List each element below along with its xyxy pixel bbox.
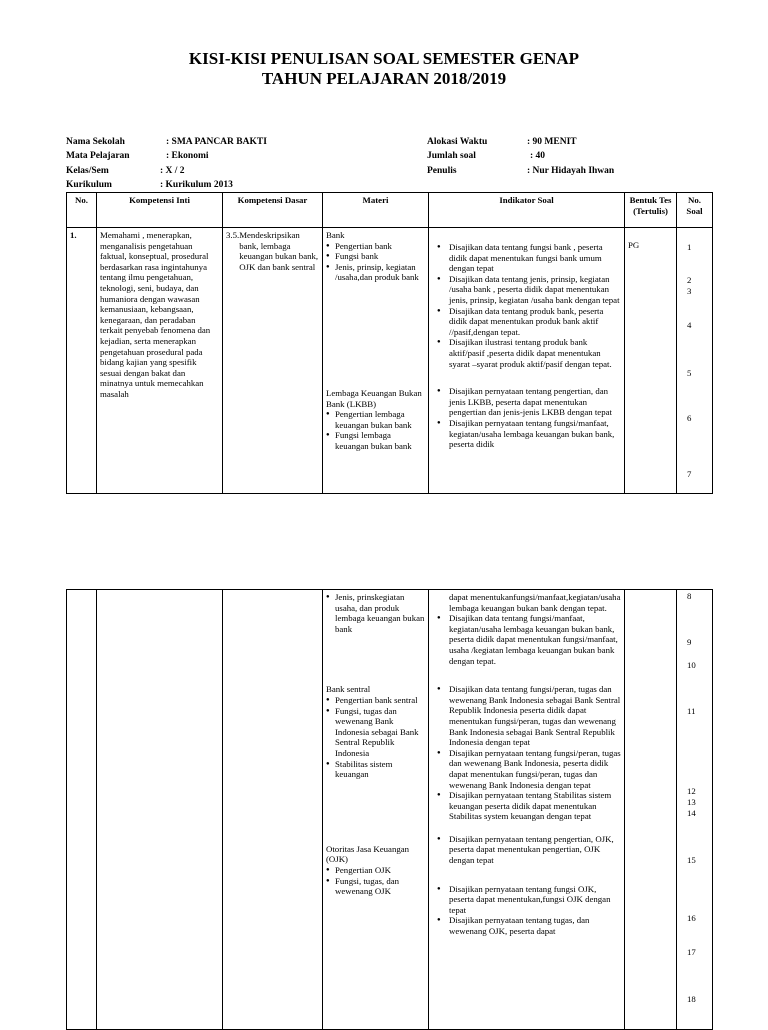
header-nosoal: No. Soal (677, 193, 713, 228)
list-item: ● Fungsi bank (326, 251, 425, 262)
header-ki: Kompetensi Inti (97, 193, 223, 228)
info-left-label-3: Kurikulum (66, 180, 112, 190)
header-materi: Materi (323, 193, 429, 228)
nomor-soal: 14 (687, 808, 696, 818)
info-left-value-3: : Kurikulum 2013 (160, 180, 233, 190)
nomor-soal: 11 (687, 706, 696, 716)
nomor-soal: 18 (687, 994, 696, 1004)
list-item: ● Fungsi lembaga keuangan bukan bank (326, 430, 425, 451)
list-item: ● Jenis, prinskegiatan usaha, dan produk lembaga keuangan bukan bank (326, 592, 425, 634)
info-right-label-0: Alokasi Waktu (427, 137, 488, 147)
nomor-soal: 4 (687, 320, 692, 330)
header-kd: Kompetensi Dasar (223, 193, 323, 228)
nomor-soal: 7 (687, 469, 692, 479)
nomor-soal: 12 (687, 786, 696, 796)
header-bentuk: Bentuk Tes (Tertulis) (625, 193, 677, 228)
list-item: ● Pengertian lembaga keuangan bukan bank (326, 409, 425, 430)
info-left-value-2: : X / 2 (160, 166, 185, 176)
info-right-value-0: : 90 MENIT (527, 137, 577, 147)
kisi-table-1 (66, 192, 713, 494)
table-header-row (67, 193, 713, 228)
materi-ojk-title: Otoritas Jasa Keuangan (OJK) (326, 843, 410, 865)
nomor-soal: 1 (687, 242, 692, 252)
kompetensi-inti (97, 590, 223, 1030)
list-item: ● Fungsi, tugas, dan wewenang OJK (326, 876, 425, 897)
kd-text: Mendeskripsikan bank, lembaga keuangan bukan bank, OJK dan bank sentral (239, 230, 319, 272)
list-item: ● Disajikan pernyataan tentang fungsi/peran, tugas dan wewenang Bank Indonesia, peserta didik dapat menentukan fungsi/peran, tugas dan wewenang Bank Indonesia dengan tepat (437, 748, 621, 790)
table-row (67, 590, 713, 1030)
materi-bank-title: Bank (326, 230, 345, 240)
nomor-soal: 15 (687, 855, 696, 865)
header-no: No. (67, 193, 97, 228)
nomor-soal-cell (677, 228, 713, 494)
kd-number: 3.5. (226, 230, 240, 240)
table-row (67, 228, 713, 494)
info-left-label-0: Nama Sekolah (66, 137, 125, 147)
list-item: ● Disajikan pernyataan tentang pengertian, dan jenis LKBB, peserta dapat menentukan pengertian dan jenis-jenis LKBB dengan tepat (437, 386, 621, 418)
materi-cell (323, 228, 429, 494)
list-item: ● Pengertian bank sentral (326, 695, 425, 706)
info-right-value-1: : 40 (530, 151, 546, 161)
info-left-label-1: Mata Pelajaran (66, 151, 130, 161)
info-right-value-2: : Nur Hidayah Ihwan (527, 166, 615, 176)
indikator-cell (429, 228, 625, 494)
list-item: ● Disajikan data tentang jenis, prinsip, kegiatan /usaha bank , peserta didik dapat menentukan jenis, prinsip, kegiatan /usaha bank dengan tepat (437, 274, 621, 306)
nomor-soal: 16 (687, 913, 696, 923)
nomor-soal: 17 (687, 947, 696, 957)
nomor-soal: 9 (687, 637, 692, 647)
info-left-value-0: : SMA PANCAR BAKTI (166, 137, 267, 147)
list-item: ● Fungsi, tugas dan wewenang Bank Indonesia sebagai Bank Sentral Republik Indonesia (326, 706, 425, 759)
header-indikator: Indikator Soal (429, 193, 625, 228)
row-no (67, 590, 97, 1030)
info-right-label-1: Jumlah soal (427, 151, 476, 161)
materi-lkbb-title: Lembaga Keuangan Bukan Bank (LKBB) (326, 387, 422, 409)
list-item: ● Disajikan pernyataan tentang fungsi/manfaat, kegiatan/usaha lembaga keuangan bukan bank, peserta didik (437, 418, 621, 450)
document-title: KISI-KISI PENULISAN SOAL SEMESTER GENAP (188, 49, 580, 68)
materi-bs-title: Bank sentral (326, 684, 371, 695)
list-item: ● Disajikan ilustrasi tentang produk bank aktif/pasif ,peserta didik dapat menentukan syarat –syarat produk aktif/pasif dengan tepat. (437, 337, 621, 369)
materi-cell (323, 590, 429, 1030)
nomor-soal: 13 (687, 797, 696, 807)
bentuk-tes (625, 590, 677, 1030)
kisi-table-2 (66, 589, 713, 1030)
nomor-soal-cell (677, 590, 713, 1030)
info-left-label-2: Kelas/Sem (66, 166, 109, 176)
info-right-label-2: Penulis (427, 166, 457, 176)
info-left-value-1: : Ekonomi (166, 151, 209, 161)
list-item: ● Disajikan data tentang produk bank, peserta didik dapat menentukan produk bank aktif //pasif,dengan tepat. (437, 306, 621, 338)
nomor-soal: 2 (687, 275, 692, 285)
list-item: ● Disajikan pernyataan tentang fungsi OJK, peserta dapat menentukan,fungsi OJK dengan tepat (437, 884, 621, 916)
list-item: ● Jenis, prinsip, kegiatan /usaha,dan produk bank (326, 262, 425, 283)
list-item: ● Disajikan data tentang fungsi bank , peserta didik dapat menentukan fungsi bank umum dengan tepat (437, 242, 621, 274)
kompetensi-dasar (223, 590, 323, 1030)
list-item: ● Pengertian bank (326, 241, 425, 252)
list-item: ● Disajikan data tentang fungsi/peran, tugas dan wewenang Bank Indonesia sebagai Bank Sentral Republik Indonesia peserta didik dapat menentukan fungsi/peran, tugas dan wewenang Bank Indonesia sebagai Bank Sentral Republik Indonesia dengan tepat (437, 684, 621, 748)
indikator-continued: dapat menentukanfungsi/manfaat,kegiatan/usaha lembaga keuangan bukan bank dengan tepat. (449, 592, 621, 613)
nomor-soal: 3 (687, 286, 692, 296)
nomor-soal: 5 (687, 368, 692, 378)
row-no: 1. (67, 228, 97, 494)
kompetensi-inti: Memahami , menerapkan, menganalisis pengetahuan faktual, konseptual, prosedural berdasarkan rasa ingintahunya tentang ilmu pengetahuan, teknologi, seni, budaya, dan humaniora dengan wawasan kemanusiaan, kebangsaan, kenegaraan, dan peradaban terkait penyebab fenomena dan kejadian, serta menerapkan pengetahuan prosedural pada bidang kajian yang spesifik sesuai dengan bakat dan minatnya untuk memecahkan masalah (97, 228, 223, 494)
list-item: ● Disajikan data tentang fungsi/manfaat, kegiatan/usaha lembaga keuangan bukan bank, peserta didik dapat menentukan fungsi/manfaat, usaha /kegiatan lembaga keuangan bukan bank dengan tepat. (437, 613, 621, 666)
list-item: ● Disajikan pernyataan tentang tugas, dan wewenang OJK, peserta dapat (437, 915, 621, 936)
nomor-soal: 10 (687, 660, 696, 670)
nomor-soal: 8 (687, 591, 692, 601)
list-item: ● Disajikan pernyataan tentang Stabilitas sistem keuangan peserta didik dapat menentukan Stabilitas system keuangan dengan tepat (437, 790, 621, 822)
kompetensi-dasar (223, 228, 323, 494)
indikator-cell (429, 590, 625, 1030)
bentuk-tes: PG (625, 228, 677, 494)
list-item: ● Pengertian OJK (326, 865, 425, 876)
document-subtitle: TAHUN PELAJARAN 2018/2019 (261, 69, 507, 88)
nomor-soal: 6 (687, 413, 692, 423)
list-item: ● Disajikan pernyataan tentang pengertian, OJK, peserta dapat menentukan pengertian, OJK dengan tepat (437, 834, 621, 866)
list-item: ● Stabilitas sistem keuangan (326, 759, 425, 780)
